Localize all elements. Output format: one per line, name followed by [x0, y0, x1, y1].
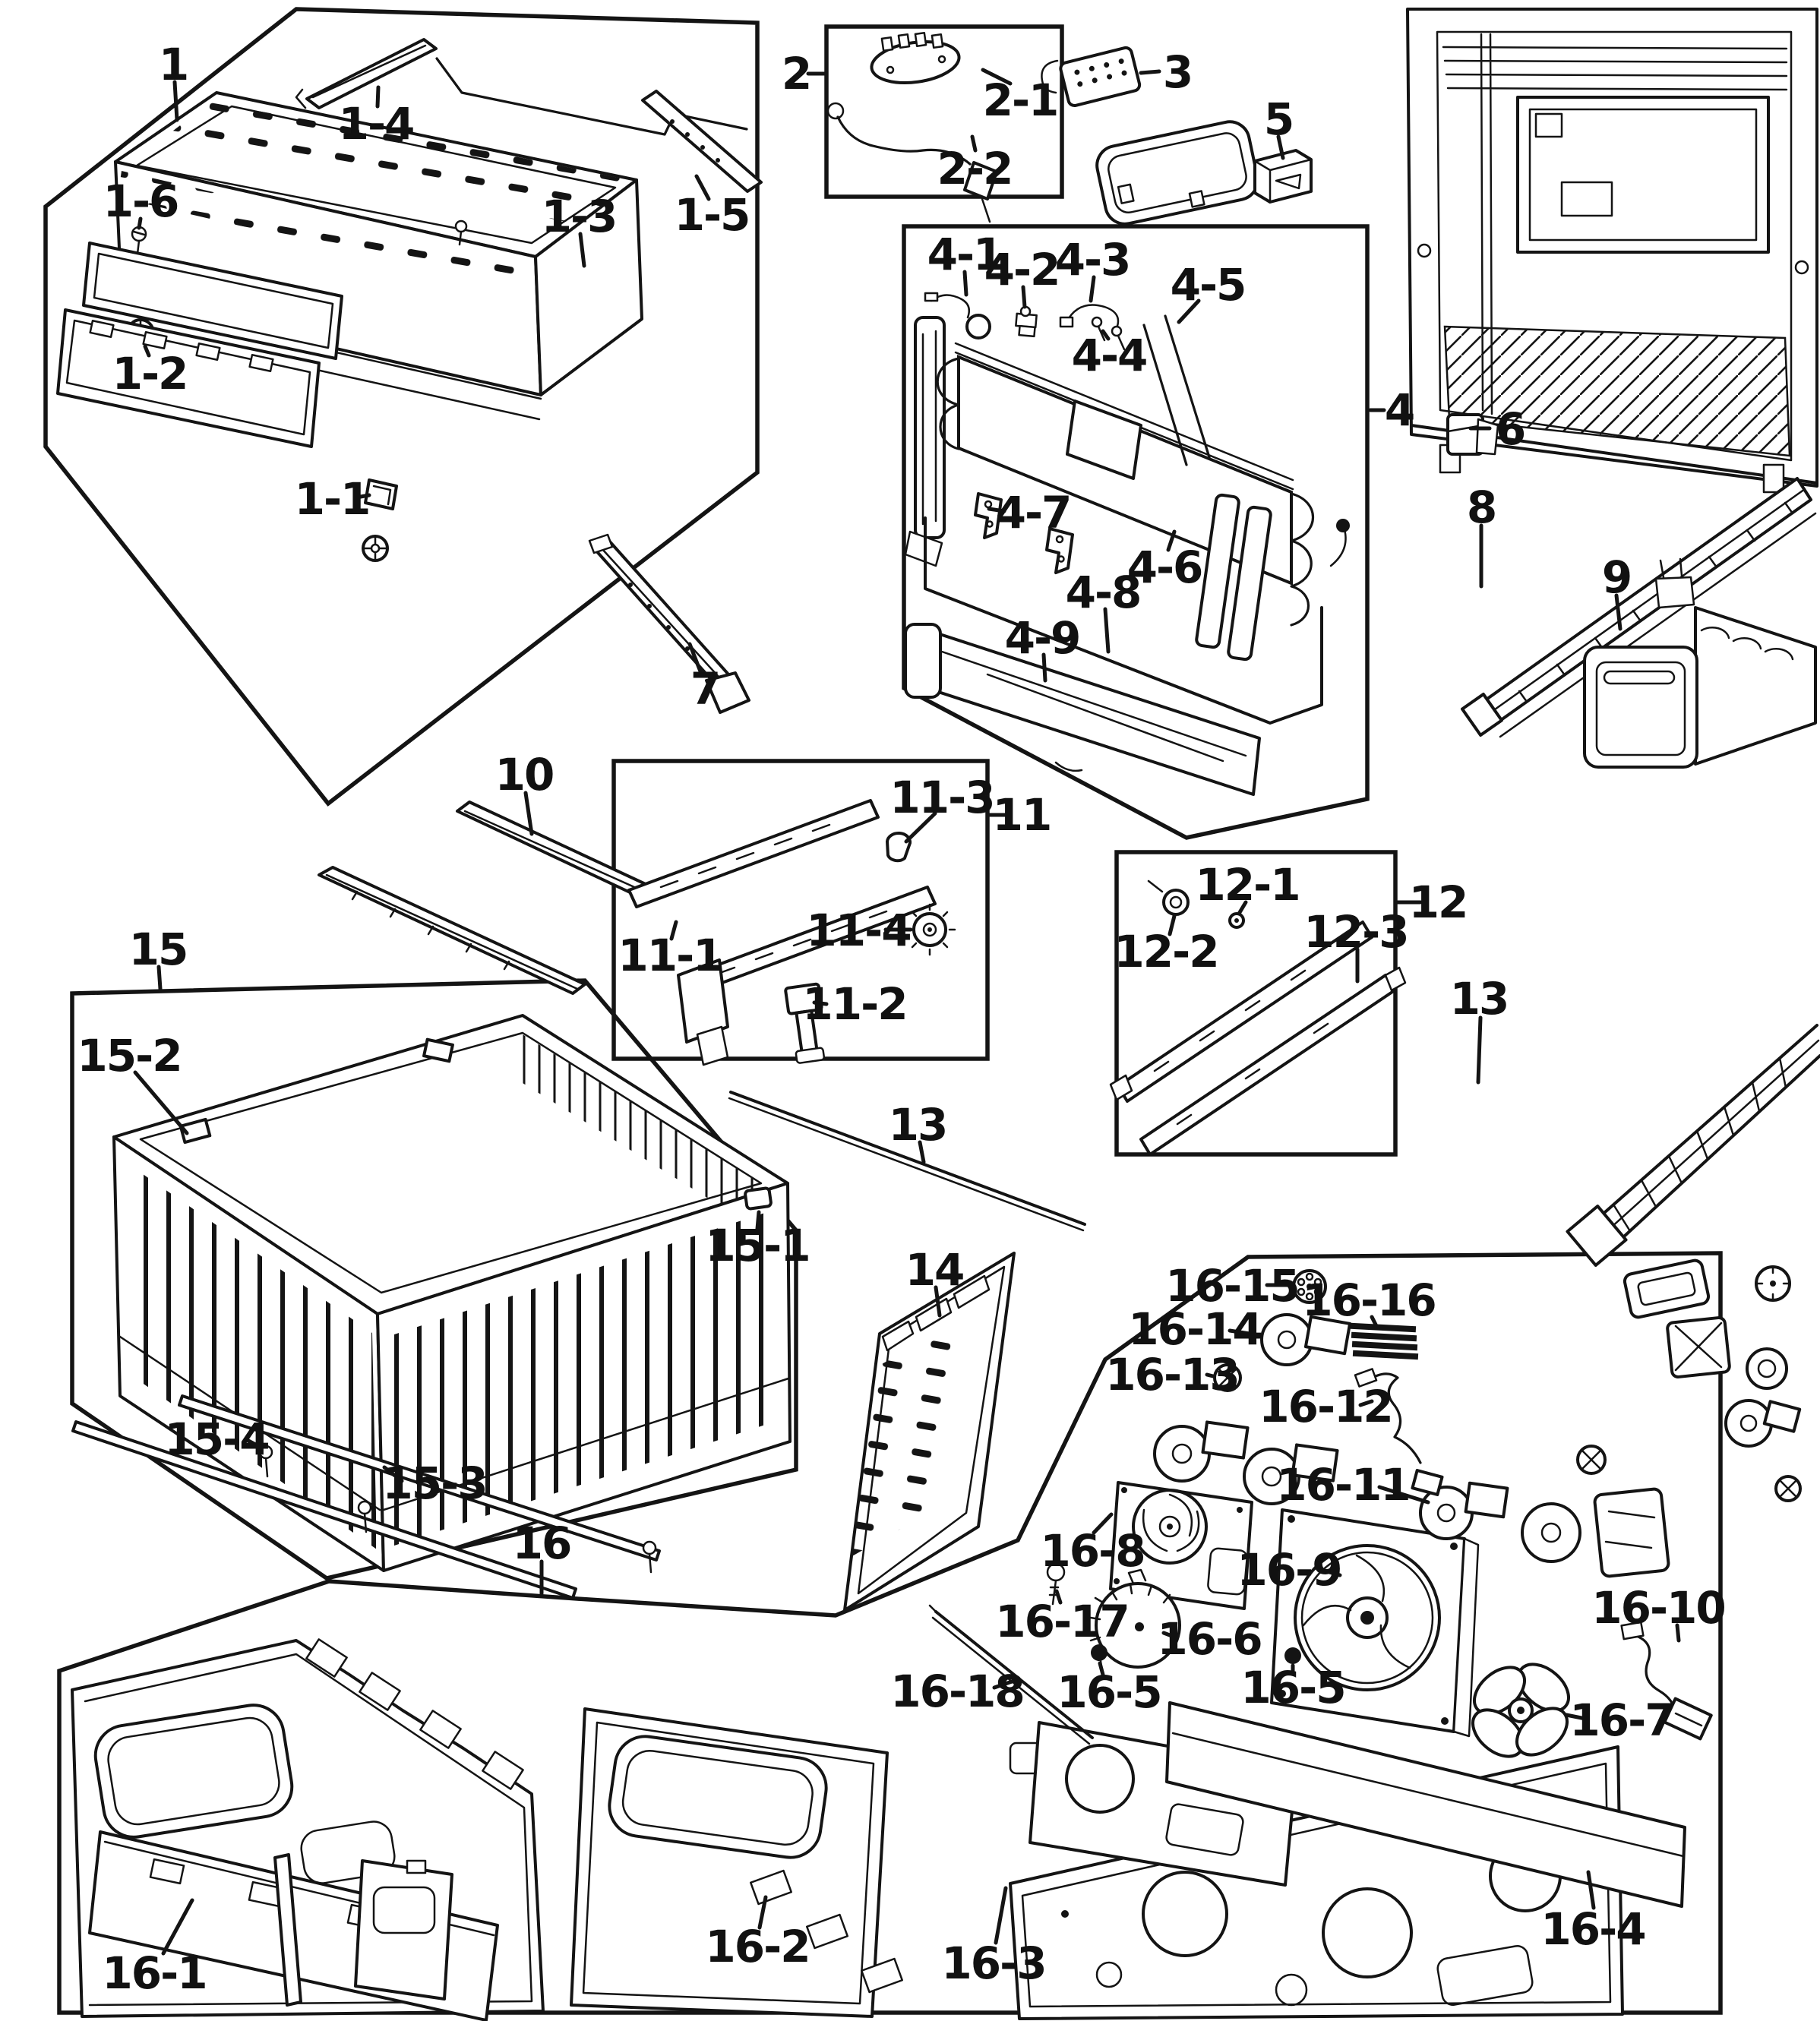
callout-label-16-17: 16-17 — [995, 1596, 1129, 1647]
callout-label-12-2: 12-2 — [1114, 926, 1218, 977]
callout-label-16-1: 16-1 — [102, 1947, 207, 1999]
callout-label-16-16: 16-16 — [1302, 1274, 1436, 1326]
callout-label-4-8: 4-8 — [1065, 567, 1141, 618]
callout-label-1-5: 1-5 — [674, 189, 750, 241]
callout-label-15: 15 — [128, 924, 188, 975]
rail-part-10 — [319, 802, 649, 993]
callout-label-16-4: 16-4 — [1540, 1903, 1645, 1955]
callout-label-1-3: 1-3 — [541, 191, 617, 242]
callout-label-16-5: 16-5 — [1240, 1662, 1345, 1713]
callout-label-12: 12 — [1408, 876, 1468, 928]
callout-label-2-2: 2-2 — [937, 143, 1013, 194]
callout-label-10: 10 — [494, 749, 554, 801]
callout-label-11-1: 11-1 — [618, 930, 722, 981]
slide-rail-1-5 — [643, 91, 761, 191]
fuse-4-2 — [1016, 307, 1036, 336]
drawer-wire-handle — [437, 58, 747, 134]
callout-label-11-3: 11-3 — [889, 772, 994, 823]
callout-label-1: 1 — [158, 39, 188, 90]
callout-label-16-13: 16-13 — [1105, 1349, 1239, 1400]
callout-label-4-4: 4-4 — [1071, 330, 1147, 381]
callout-label-11: 11 — [992, 789, 1051, 841]
callout-label-16-3: 16-3 — [941, 1937, 1046, 1989]
callout-label-16-6: 16-6 — [1157, 1613, 1262, 1665]
callout-label-15-1: 15-1 — [705, 1220, 810, 1271]
wire-end-2-2 — [828, 103, 843, 118]
ladder-rail-part-13 — [1567, 1025, 1820, 1265]
clip-15-1 — [744, 1188, 771, 1209]
callout-label-13: 13 — [888, 1099, 947, 1151]
callout-label-4-2: 4-2 — [984, 244, 1060, 295]
cover-tray — [1093, 118, 1261, 228]
callout-label-12-1: 12-1 — [1195, 859, 1300, 911]
callout-label-8: 8 — [1466, 482, 1496, 533]
cap-11-3 — [887, 833, 910, 861]
callout-label-1-2: 1-2 — [112, 348, 188, 399]
callout-label-4-9: 4-9 — [1004, 612, 1080, 664]
vented-panel-14 — [845, 1253, 1014, 1610]
thermistor-wire — [1331, 529, 1346, 566]
callout-label-4-6: 4-6 — [1126, 542, 1202, 593]
rail-part-7 — [589, 535, 749, 712]
callout-label-13: 13 — [1449, 973, 1509, 1025]
callout-label-4-3: 4-3 — [1054, 234, 1130, 286]
drawer-screw — [456, 221, 466, 232]
callout-label-11-4: 11-4 — [806, 905, 911, 956]
callout-label-3: 3 — [1162, 46, 1193, 98]
callout-label-15-2: 15-2 — [77, 1030, 182, 1082]
callout-label-16-5: 16-5 — [1057, 1666, 1161, 1718]
evaporator-plate — [1067, 401, 1141, 478]
callout-label-16-14: 16-14 — [1128, 1303, 1262, 1355]
callout-label-16-7: 16-7 — [1569, 1694, 1674, 1746]
callout-label-16-10: 16-10 — [1591, 1582, 1725, 1634]
callout-label-4-7: 4-7 — [995, 487, 1071, 538]
callout-label-7: 7 — [690, 663, 720, 715]
pin-12-2 — [1164, 890, 1188, 914]
callout-label-2-1: 2-1 — [982, 74, 1058, 126]
callout-label-9: 9 — [1601, 551, 1632, 603]
callout-label-6: 6 — [1495, 403, 1525, 455]
callout-label-16: 16 — [512, 1517, 571, 1569]
leader-line-3 — [1141, 71, 1159, 73]
callout-label-16-2: 16-2 — [705, 1921, 810, 1972]
callout-label-1-6: 1-6 — [103, 175, 179, 227]
sensor-part-3 — [1060, 46, 1141, 107]
callout-label-11-2: 11-2 — [802, 978, 907, 1030]
callout-label-16-15: 16-15 — [1165, 1260, 1299, 1312]
callout-label-2: 2 — [781, 48, 811, 99]
callout-label-15-3: 15-3 — [382, 1457, 487, 1509]
propeller-16-7 — [1464, 1655, 1577, 1766]
callout-label-4: 4 — [1384, 384, 1414, 436]
callout-label-14: 14 — [905, 1244, 964, 1296]
callout-label-1-1: 1-1 — [294, 473, 370, 525]
callout-label-16-9: 16-9 — [1237, 1544, 1341, 1596]
callout-label-16-12: 16-12 — [1259, 1381, 1392, 1432]
sub-cover — [355, 1861, 452, 1999]
callout-label-4-1: 4-1 — [927, 229, 1003, 280]
callout-label-1-4: 1-4 — [338, 98, 414, 150]
leader-line-13 — [1478, 1018, 1480, 1082]
heater-16-16 — [1351, 1323, 1418, 1359]
freezer-basket-assembly — [73, 1015, 790, 1598]
callout-label-16-8: 16-8 — [1040, 1525, 1145, 1577]
damper-parts — [1578, 1259, 1800, 1501]
callout-label-4-5: 4-5 — [1170, 259, 1246, 311]
callout-label-5: 5 — [1263, 93, 1294, 145]
callout-label-15-4: 15-4 — [164, 1413, 269, 1465]
callout-label-12-3: 12-3 — [1303, 906, 1408, 958]
callout-label-16-11: 16-11 — [1276, 1459, 1410, 1511]
leader-line-16-3 — [996, 1888, 1006, 1943]
callout-label-16-18: 16-18 — [890, 1666, 1024, 1717]
